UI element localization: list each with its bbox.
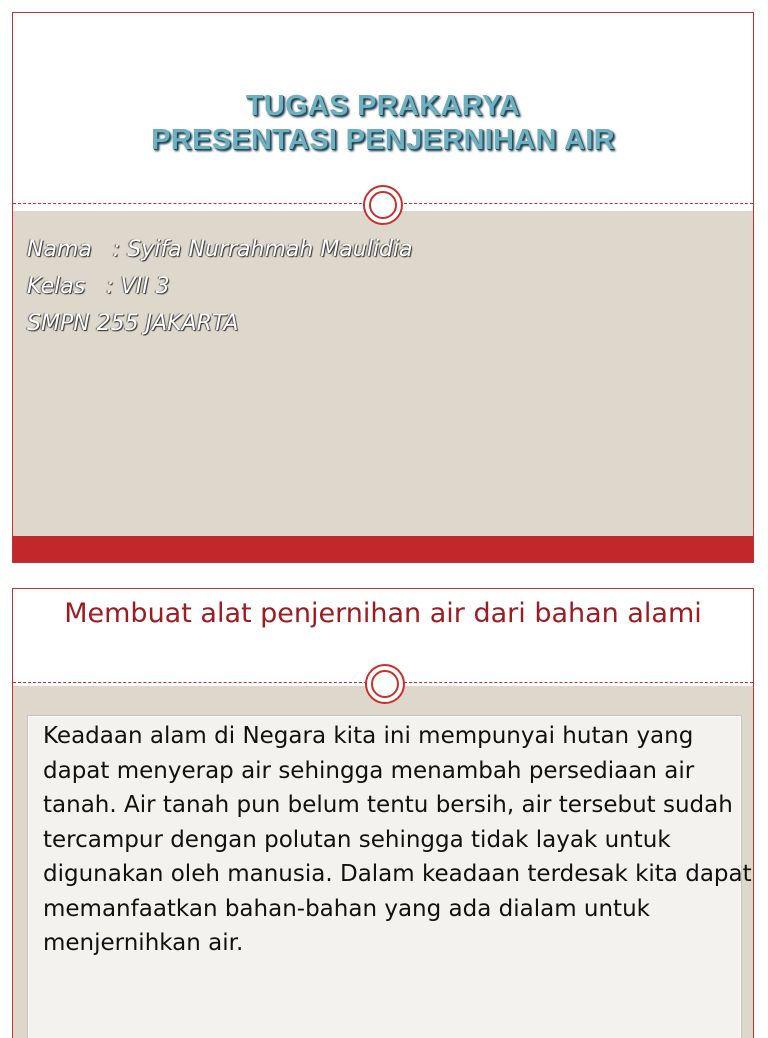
ring-ornament-icon: [365, 664, 405, 704]
student-info: [27, 231, 413, 342]
ring-ornament-icon: [363, 185, 403, 225]
title-line-1: TUGAS PRAKARYA: [245, 90, 521, 122]
footer-bar: [13, 536, 753, 562]
info-name: Nama : Syifa Nurrahmah Maulidia: [27, 237, 413, 262]
info-school: SMPN 255 JAKARTA: [27, 311, 239, 336]
info-class: Kelas : VII 3: [27, 274, 170, 299]
title-line-2: PRESENTASI PENJERNIHAN AIR: [151, 124, 615, 156]
content-paragraph: Keadaan alam di Negara kita ini mempunyai hutan yang dapat menyerap air sehingga menambah persediaan air tanah. Air tanah pun belum tentu bersih, air tersebut sudah tercampur dengan polutan sehingga tidak layak untuk digunakan oleh manusia. Dalam keadaan terdesak kita dapat memanfaatkan bahan-bahan yang ada dialam untuk menjernihkan air.: [43, 723, 752, 956]
title-slide: [12, 12, 754, 563]
content-slide: [12, 588, 754, 1038]
slide-title: Membuat alat penjernihan air dari bahan alami: [64, 598, 702, 629]
slide-title: [13, 89, 753, 157]
